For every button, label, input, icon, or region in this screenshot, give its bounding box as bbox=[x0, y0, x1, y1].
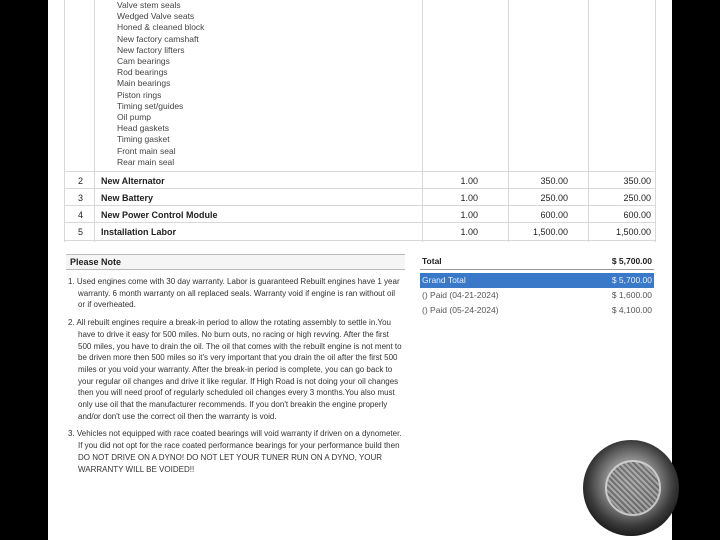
item-number: 3 bbox=[78, 193, 84, 203]
item-number: 2 bbox=[78, 176, 84, 186]
part-item: Head gaskets bbox=[117, 123, 169, 134]
payment-value: $ 4,100.00 bbox=[611, 305, 652, 315]
terms-notes bbox=[68, 276, 403, 481]
item-description: New Power Control Module bbox=[101, 210, 218, 220]
included-parts-list bbox=[117, 0, 204, 168]
grand-total-value: $ 5,700.00 bbox=[611, 275, 652, 285]
item-amount: 250.00 bbox=[623, 193, 651, 203]
part-item: Valve stem seals bbox=[117, 0, 181, 10]
note-item: 2. All rebuilt engines require a break-in period to allow the rotating assembly to settle in.You have to drive it easy for 500 miles. No burn outs, no racing or high revving. After the first 500 miles, you have to drain the oil. The oil that comes with the rebuilt engine is not ment to be driven more then 500 miles so it's very important that you drain the oil after the first 500 miles or you void your warranty. After the break-in period is complete, you can go back to your regular oil changes and drive it like regular. If High Road is not doing your oil changes then you will need proof of regularly scheduled oil changes every 3 months.You also must only use oil that the manufacturer recommends. If you don't breakin the engine properly and/or don't use the correct oil then the warranty is void. bbox=[68, 318, 402, 421]
item-amount: 350.00 bbox=[623, 176, 651, 186]
part-item: Oil pump bbox=[117, 112, 152, 123]
part-item: Rod bearings bbox=[117, 67, 168, 78]
part-item: Front main seal bbox=[117, 145, 176, 156]
part-item: Honed & cleaned block bbox=[117, 22, 205, 33]
seal-center bbox=[605, 460, 661, 516]
payment-row bbox=[420, 303, 654, 318]
note-item: 3. Vehicles not equipped with race coated bearings will void warranty if driven on a dynometer. If you did not opt for the race coated performance bearings for your performance build then DO NOT DRIVE ON A DYNO! DO NOT LET YOUR TUNER RUN ON A DYNO, YOUR WARRANTY WILL BE VOIDED!! bbox=[68, 429, 402, 474]
item-description: New Battery bbox=[101, 193, 154, 203]
total-value: $ 5,700.00 bbox=[611, 256, 652, 266]
please-note-heading: Please Note bbox=[66, 254, 405, 270]
seal-emblem bbox=[583, 440, 679, 536]
table-row bbox=[64, 222, 656, 241]
part-item: New factory camshaft bbox=[117, 33, 199, 44]
part-item: Wedged Valve seats bbox=[117, 11, 195, 22]
item-description: New Alternator bbox=[101, 176, 165, 186]
item-qty: 1.00 bbox=[460, 227, 478, 237]
payment-label: () Paid (05-24-2024) bbox=[422, 305, 499, 315]
invoice-page bbox=[48, 0, 672, 540]
note-item: 1. Used engines come with 30 day warranty. Labor is guaranteed Rebuilt engines have 1 year warranty. 6 month warranty on all replaced seals. Warranty void if engine is ran without oil or if overheated. bbox=[68, 277, 400, 310]
item-qty: 1.00 bbox=[460, 210, 478, 220]
item-rate: 600.00 bbox=[540, 210, 568, 220]
grand-total-label: Grand Total bbox=[422, 275, 466, 285]
item-number: 4 bbox=[78, 210, 84, 220]
totals-panel bbox=[420, 254, 654, 318]
part-item: Piston rings bbox=[117, 89, 162, 100]
item-rate: 1,500.00 bbox=[532, 227, 568, 237]
part-item: Cam bearings bbox=[117, 56, 170, 67]
part-item: Rear main seal bbox=[117, 156, 175, 167]
item-amount: 1,500.00 bbox=[615, 227, 651, 237]
total-row bbox=[420, 254, 654, 270]
letterbox-bar bbox=[672, 0, 720, 540]
item-number: 5 bbox=[78, 227, 84, 237]
item-rate: 250.00 bbox=[540, 193, 568, 203]
payment-row bbox=[420, 288, 654, 303]
grand-total-row bbox=[420, 273, 654, 288]
part-item: Main bearings bbox=[117, 78, 171, 89]
item-qty: 1.00 bbox=[460, 193, 478, 203]
item-amount: 600.00 bbox=[623, 210, 651, 220]
payment-label: () Paid (04-21-2024) bbox=[422, 290, 499, 300]
part-item: Timing gasket bbox=[117, 134, 170, 145]
table-row bbox=[64, 188, 656, 206]
part-item: Timing set/guides bbox=[117, 100, 184, 111]
table-row bbox=[64, 171, 656, 189]
line-items-table bbox=[64, 0, 656, 244]
item-description: Installation Labor bbox=[101, 227, 177, 237]
payment-value: $ 1,600.00 bbox=[611, 290, 652, 300]
part-item: New factory lifters bbox=[117, 44, 185, 55]
total-label: Total bbox=[422, 256, 442, 266]
item-qty: 1.00 bbox=[460, 176, 478, 186]
item-rate: 350.00 bbox=[540, 176, 568, 186]
table-row bbox=[64, 205, 656, 223]
